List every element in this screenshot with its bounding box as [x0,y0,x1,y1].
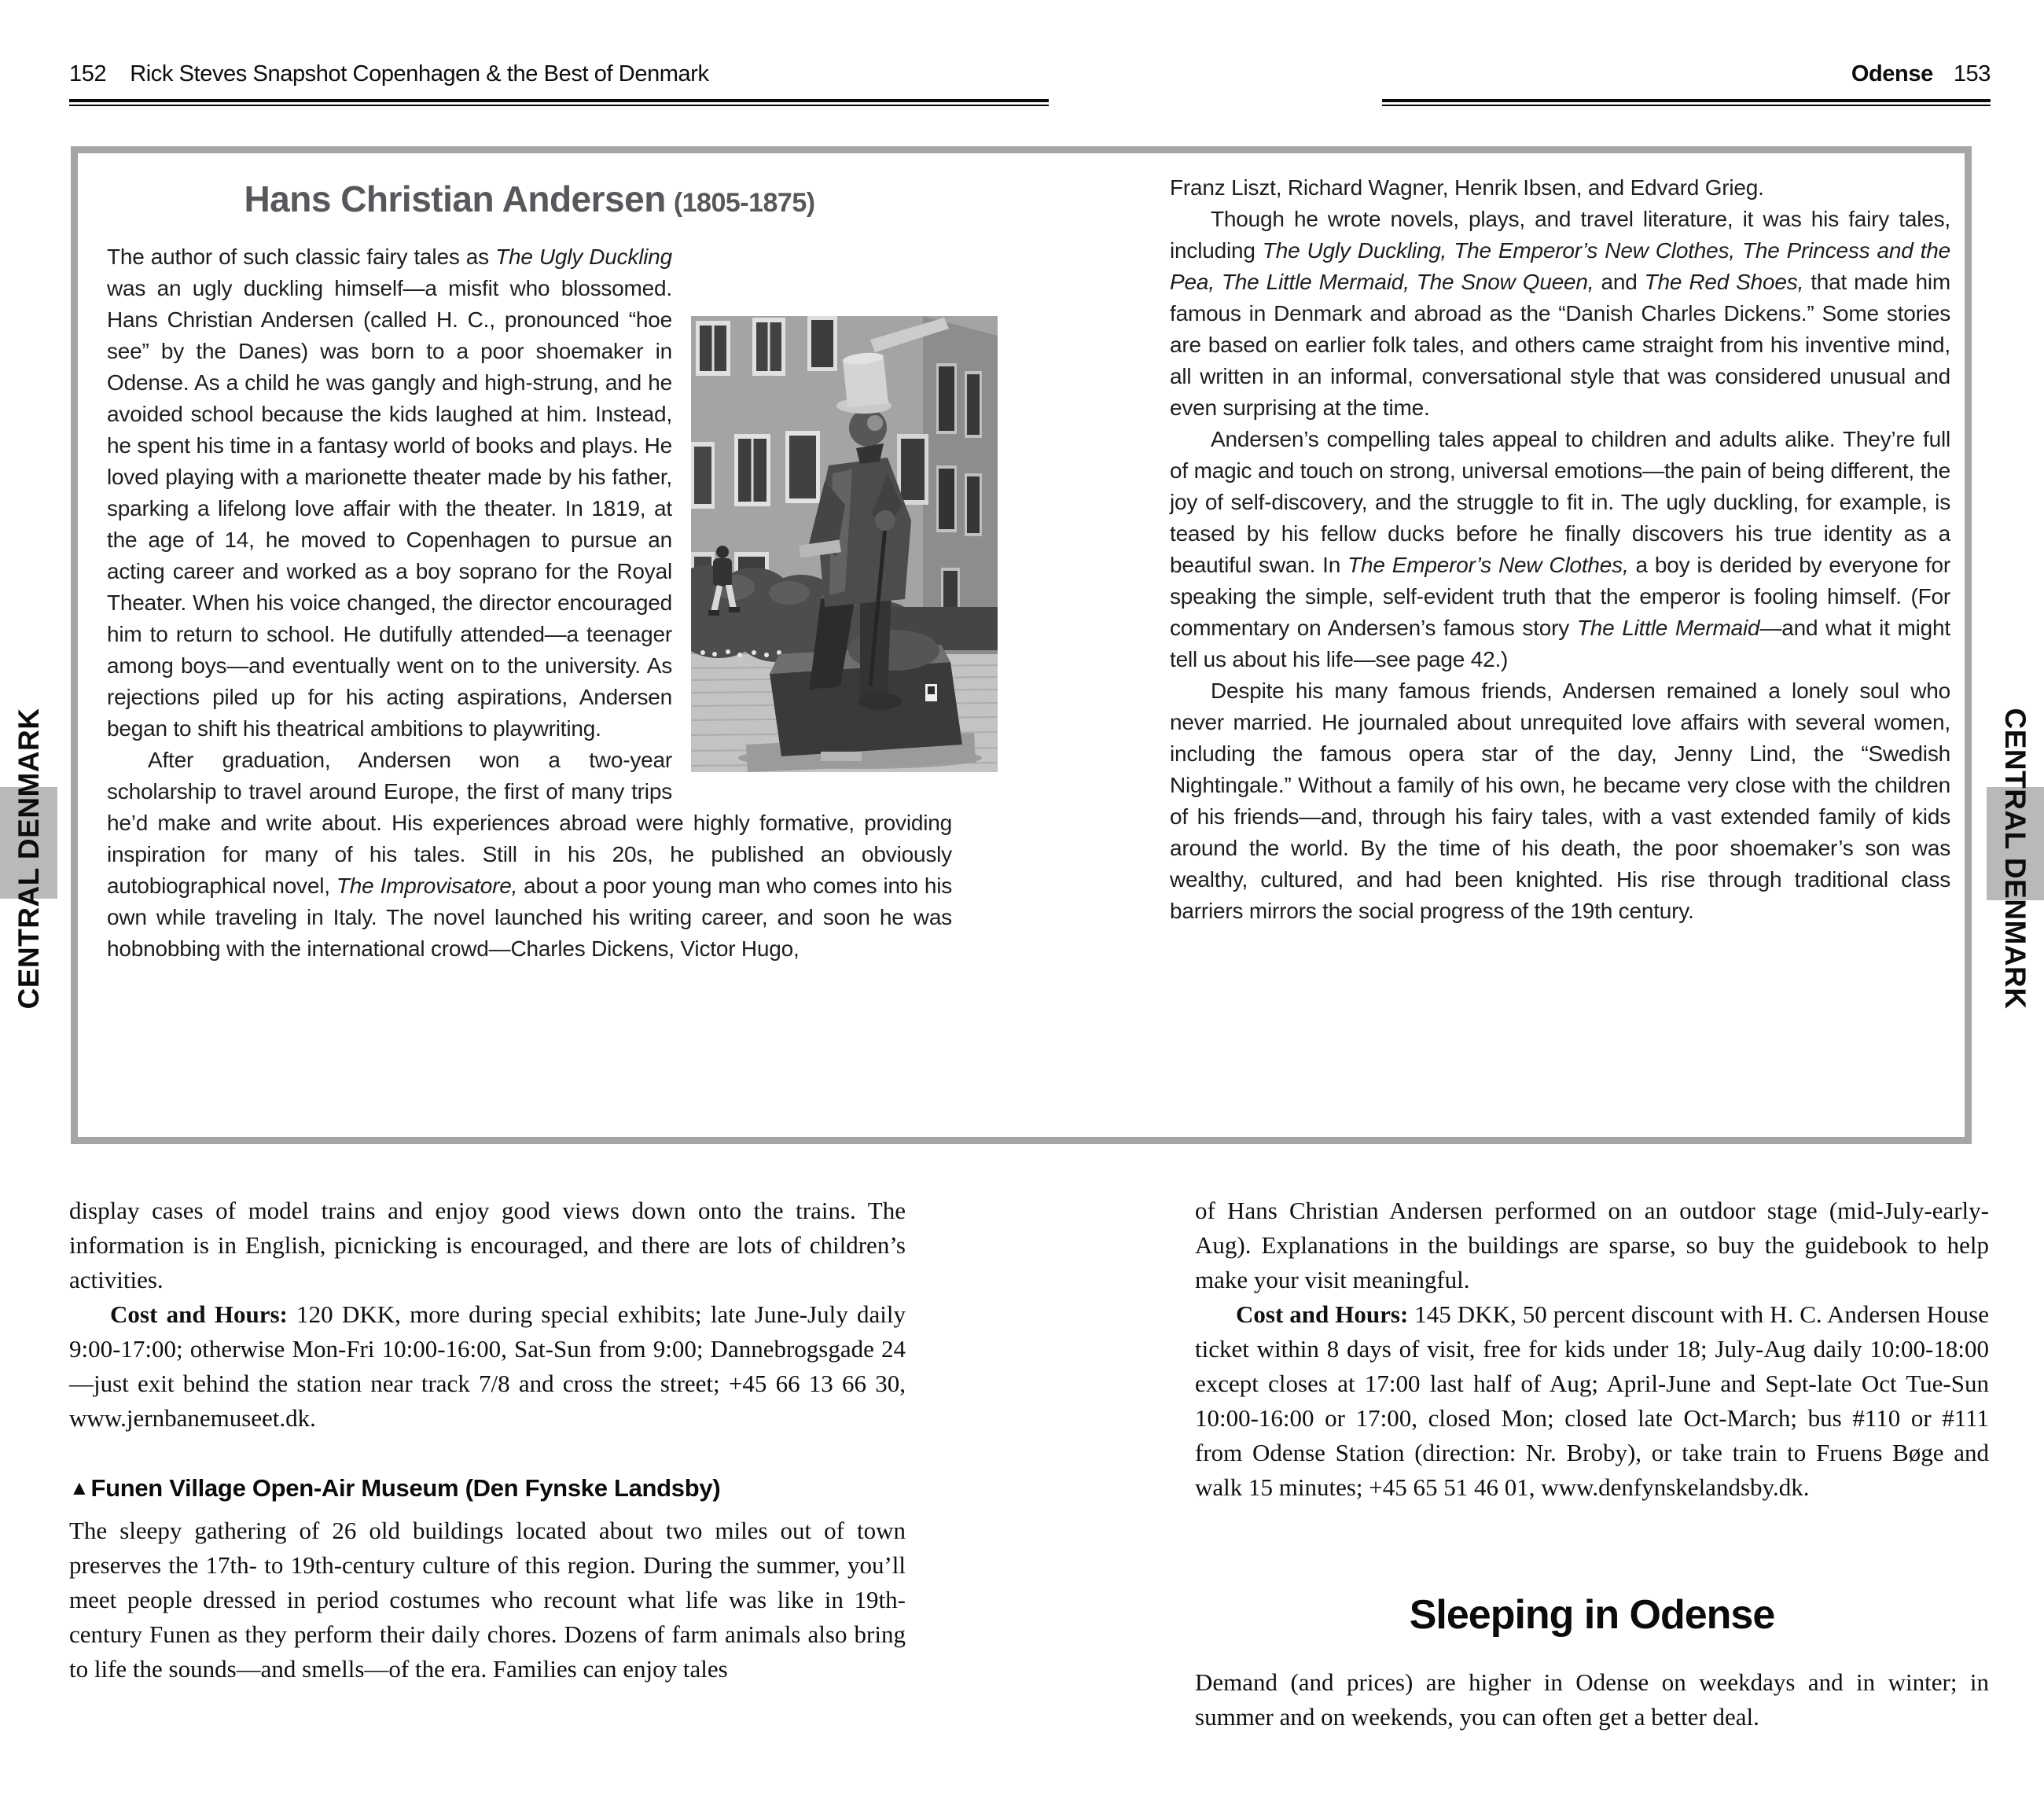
funen-village-heading-text: Funen Village Open-Air Museum (Den Fynske Landsby) [90,1474,721,1502]
edge-tab-label-left: CENTRAL DENMARK [13,708,45,1010]
page-number-right: 153 [1953,61,1991,86]
page-number-left: 152 [69,61,107,86]
box-paragraph: Franz Liszt, Richard Wagner, Henrik Ibsen, and Edvard Grieg. [1170,175,1764,200]
running-head-right [1851,61,1991,87]
body-paragraph: display cases of model trains and enjoy good views down onto the trains. The information is in English, picnicking is encouraged, and there are lots of children’s activities. [69,1197,906,1293]
body-paragraph: Cost and Hours: 145 DKK, 50 percent discount with H. C. Andersen House ticket within 8 days of visit, free for kids under 18; July-Aug daily 10:00-18:00 except closes at 17:00 last half of Aug; April-June and Sept-late Oct Tue-Sun 10:00-16:00 or 17:00, closed Mon; closed late Oct-March; bus #110 or #111 from Odense Station (direction: Nr. Broby), or take train to Fruens Bøge and walk 15 minutes; +45 65 51 46 01, www.denfynskelandsby.dk. [1195,1300,1989,1501]
body-paragraph: Cost and Hours: 120 DKK, more during special exhibits; late June-July daily 9:00-17:00; otherwise Mon-Fri 10:00-16:00, Sat-Sun from 9:00; Dannebrogsgade 24—just exit behind the station near track 7/8 and cross the street; +45 66 13 66 30, www.jernbanemuseet.dk. [69,1300,906,1432]
running-title-left: Rick Steves Snapshot Copenhagen & the Best of Denmark [130,61,709,86]
sidebar-box-left-column [107,172,952,965]
box-paragraph: Despite his many famous friends, Andersen remained a lonely soul who never married. He journaled about unrequited love affairs with several women, including the famous opera star of the day, Jenny Lind, the “Swedish Nightingale.” Without a family of his own, he became very close with the children of his friends—and, through his fairy tales, with a vast extended family of kids around the world. By the time of his death, the poor shoemaker’s son was wealthy, cultured, and had been knighted. His rise through traditional class barriers mirrors the social progress of the 19th century. [1170,679,1950,923]
sleeping-in-odense-heading: Sleeping in Odense [1409,1592,1775,1638]
edge-tab-label-right: CENTRAL DENMARK [1999,708,2031,1010]
right-page-body-column [1195,1194,1989,1734]
body-paragraph: Demand (and prices) are higher in Odense on weekdays and in winter; in summer and on weekends, you can often get a better deal. [1195,1668,1989,1731]
triangle-rating-icon: ▲ [69,1476,90,1499]
header-rule-right [1382,99,1991,106]
sidebar-box-gutter [952,172,1170,965]
running-head-left [69,61,709,87]
sidebar-box-title [107,180,952,218]
running-title-right: Odense [1851,61,1933,86]
sidebar-box-columns [78,153,1965,965]
box-paragraph: Though he wrote novels, plays, and travel literature, it was his fairy tales, including The Ugly Duckling, The Emperor’s New Clothes, The Princess and the Pea, The Little Mermaid, The Snow Queen, and The Red Shoes, that made him famous in Denmark and abroad as the “Danish Charles Dickens.” Some stories are based on earlier folk tales, and others came straight from his inventive mind, all written in an informal, conversational style that was considered unusual and even surprising at the time. [1170,207,1951,420]
sidebar-box-title-years: (1805-1875) [673,188,815,218]
sidebar-box-right-column [1170,172,1950,965]
header-rule-left [69,99,1049,106]
body-paragraph: of Hans Christian Andersen performed on an outdoor stage (mid-July-early-Aug). Explanations in the buildings are sparse, so buy the guidebook to help make your visit meaningful. [1195,1197,1989,1293]
left-page-body-column [69,1194,906,1686]
box-paragraph: The author of such classic fairy tales as The Ugly Duckling was an ugly duckling himself—a misfit who blossomed. Hans Christian Andersen (called H. C., pronounced “hoe see” by the Danes) was born to a poor shoemaker in Odense. As a child he was gangly and high-strung, and he avoided school because the kids laughed at him. Instead, he spent his time in a fantasy world of books and plays. He loved playing with a marionette theater made by his father, sparking a lifelong love affair with the theater. In 1819, at the age of 14, he moved to Copenhagen to pursue an acting career and worked as a boy soprano for the Royal Theater. When his voice changed, the director encouraged him to return to school. He dutifully attended—a teenager among boys—and eventually went on to the university. As rejections piled up for his acting aspirations, Andersen began to shift his theatrical ambitions to playwriting. [107,241,952,745]
andersen-sidebar-box [71,146,1972,1144]
box-paragraph: After graduation, Andersen won a two-year scholarship to travel around Europe, the first of many trips he’d make and write about. His experiences abroad were highly formative, providing inspiration for many of his tales. Still in his 20s, he published an obviously autobiographical novel, The Improvisatore, about a poor young man who comes into his own while traveling in Italy. The novel launched his writing career, and soon he was hobnobbing with the international crowd—Charles Dickens, Victor Hugo, [107,748,953,962]
box-paragraph: Andersen’s compelling tales appeal to children and adults alike. They’re full of magic and touch on strong, universal emotions—the pain of being different, the joy of self-discovery, and the struggle to fit in. The ugly duckling, for example, is teased by his fellow ducks before he finally discovers his true identity as a beautiful swan. In The Emperor’s New Clothes, a boy is derided by everyone for speaking the simple, self-evident truth that the emperor is fooling himself. (For commentary on Andersen’s famous story The Little Mermaid—and what it might tell us about his life—see page 42.) [1170,427,1950,671]
sidebar-box-title-name: Hans Christian Andersen [244,178,666,219]
funen-village-heading [69,1470,906,1506]
body-paragraph: The sleepy gathering of 26 old buildings located about two miles out of town preserves the 17th- to 19th-century culture of this region. During the summer, you’ll meet people dressed in period costumes who recount what life was like in 19th-century Funen as they perform their daily chores. Dozens of farm animals also bring to life the sounds—and smells—of the era. Families can enjoy tales [69,1517,906,1683]
